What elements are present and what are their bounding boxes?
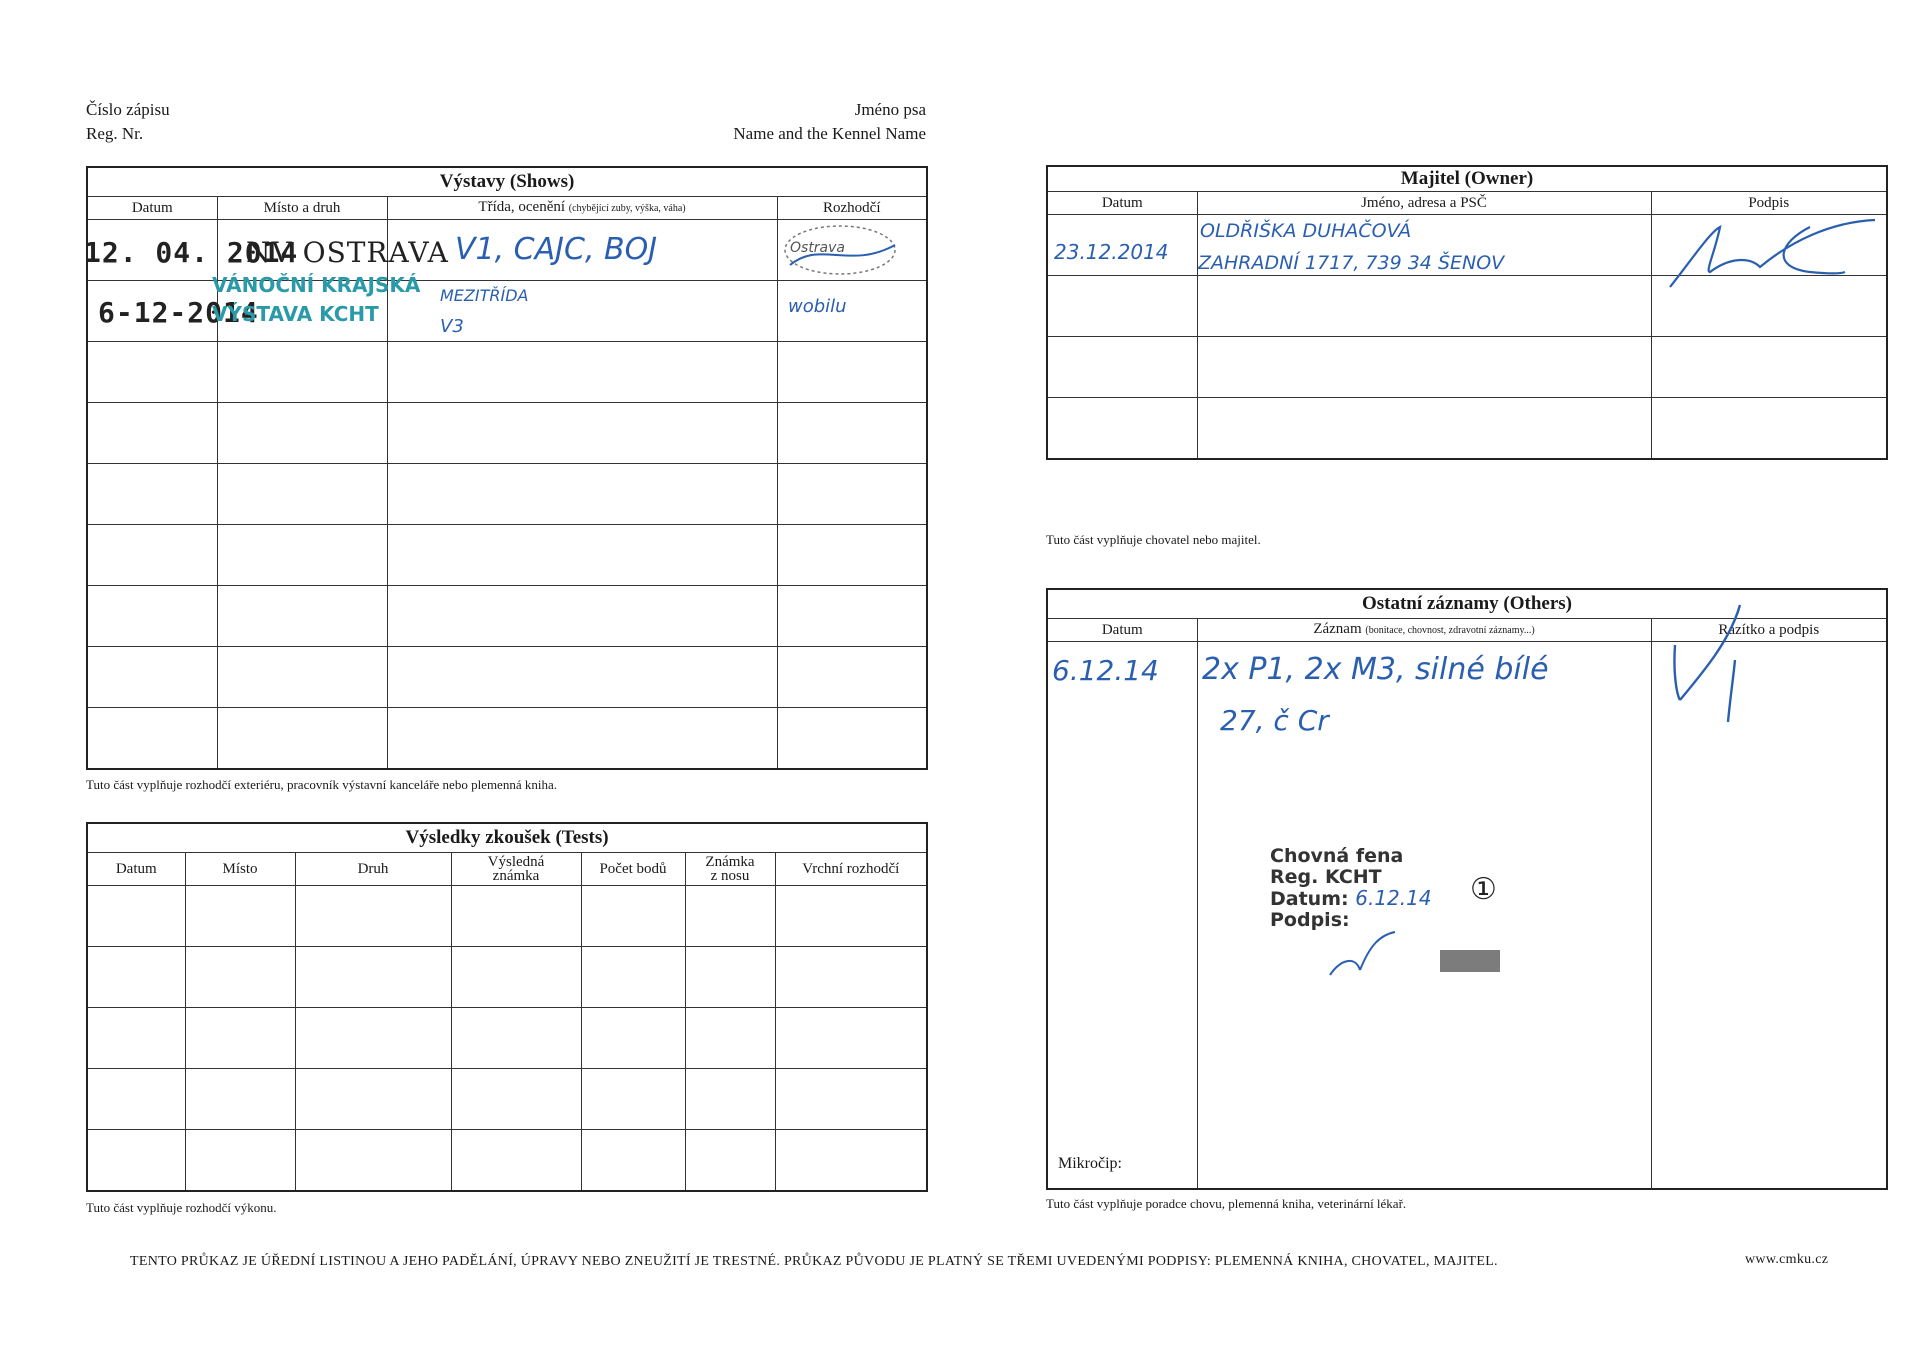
- shows-col-class: [387, 197, 777, 220]
- show-entry-2-date: 6-12-2014: [98, 296, 259, 329]
- shows-cell[interactable]: [387, 464, 777, 525]
- shows-cell[interactable]: [777, 342, 927, 403]
- tests-cell[interactable]: [451, 947, 581, 1008]
- shows-cell[interactable]: [777, 708, 927, 769]
- tests-cell[interactable]: [87, 1069, 185, 1130]
- show-entry-2-judge: wobilu: [788, 296, 847, 317]
- tests-col-result-1: Výsledná: [487, 854, 545, 870]
- others-date-cell[interactable]: [1047, 642, 1197, 1190]
- others-entry-date: 6.12.14: [1052, 654, 1159, 687]
- breeding-stamp-line1: Chovná fena: [1270, 845, 1404, 867]
- breeding-stamp-number: ①: [1470, 872, 1497, 907]
- tests-col-type: Druh: [295, 853, 451, 886]
- shows-col-date: Datum: [87, 197, 217, 220]
- owner-col-name: Jméno, adresa a PSČ: [1197, 192, 1651, 215]
- shows-col-judge: Rozhodčí: [777, 197, 927, 220]
- tests-cell[interactable]: [581, 1069, 685, 1130]
- tests-col-nose-2: z nosu: [710, 868, 750, 884]
- others-col-stamp: Razítko a podpis: [1651, 619, 1887, 642]
- tests-title: Výsledky zkoušek (Tests): [87, 823, 927, 853]
- tests-cell[interactable]: [685, 886, 775, 947]
- tests-col-nose: [685, 853, 775, 886]
- tests-note: Tuto část vyplňuje rozhodčí výkonu.: [86, 1200, 277, 1215]
- tests-cell[interactable]: [295, 947, 451, 1008]
- shows-note: Tuto část vyplňuje rozhodčí exteriéru, pracovník výstavní kanceláře nebo plemenná kniha.: [86, 777, 557, 792]
- tests-cell[interactable]: [451, 1008, 581, 1069]
- show-entry-2-place-line2: VÝSTAVA KCHT: [212, 302, 379, 326]
- reg-number-label-cz: Číslo zápisu: [86, 100, 170, 119]
- tests-cell[interactable]: [87, 886, 185, 947]
- tests-cell[interactable]: [685, 1069, 775, 1130]
- owner-cell[interactable]: [1197, 398, 1651, 459]
- owner-entry-date: 23.12.2014: [1054, 240, 1169, 264]
- tests-col-judge: Vrchní rozhodčí: [775, 853, 927, 886]
- tests-cell[interactable]: [295, 1069, 451, 1130]
- shows-cell[interactable]: [87, 708, 217, 769]
- tests-col-result: [451, 853, 581, 886]
- owner-cell[interactable]: [1047, 276, 1197, 337]
- tests-col-points: Počet bodů: [581, 853, 685, 886]
- shows-cell[interactable]: [777, 464, 927, 525]
- owner-cell[interactable]: [1047, 398, 1197, 459]
- others-title: Ostatní záznamy (Others): [1047, 589, 1887, 619]
- shows-cell[interactable]: [777, 586, 927, 647]
- show-entry-2-class-line1: MEZITŘÍDA: [440, 286, 529, 305]
- tests-cell[interactable]: [451, 1069, 581, 1130]
- show-entry-1-class: V1, CAJC, BOJ: [455, 232, 658, 267]
- owner-cell[interactable]: [1651, 337, 1887, 398]
- tests-cell[interactable]: [185, 1069, 295, 1130]
- shows-cell[interactable]: [87, 342, 217, 403]
- shows-cell[interactable]: [87, 586, 217, 647]
- tests-cell[interactable]: [581, 886, 685, 947]
- shows-cell[interactable]: [777, 647, 927, 708]
- shows-cell[interactable]: [777, 525, 927, 586]
- footer-url[interactable]: www.cmku.cz: [1745, 1252, 1829, 1267]
- tests-cell[interactable]: [295, 1130, 451, 1191]
- others-col-record-small: (bonitace, chovnost, zdravotní záznamy...): [1365, 625, 1535, 636]
- others-entry-line1: 2x P1, 2x M3, silné bílé: [1202, 652, 1549, 687]
- shows-cell[interactable]: [387, 525, 777, 586]
- breeding-stamp-line3: [1270, 888, 1432, 910]
- tests-cell[interactable]: [775, 1130, 927, 1191]
- others-col-date: Datum: [1047, 619, 1197, 642]
- owner-cell[interactable]: [1047, 337, 1197, 398]
- tests-cell[interactable]: [685, 947, 775, 1008]
- show-entry-1-judge: Ostrava: [790, 240, 846, 256]
- owner-cell[interactable]: [1651, 398, 1887, 459]
- shows-cell[interactable]: [217, 342, 387, 403]
- tests-cell[interactable]: [295, 886, 451, 947]
- breeding-stamp-line2: Reg. KCHT: [1270, 866, 1382, 888]
- tests-cell[interactable]: [451, 1130, 581, 1191]
- tests-cell[interactable]: [775, 1008, 927, 1069]
- breeding-stamp-date-value: 6.12.14: [1355, 886, 1432, 910]
- tests-cell[interactable]: [775, 886, 927, 947]
- shows-cell[interactable]: [87, 647, 217, 708]
- owner-note: Tuto část vyplňuje chovatel nebo majitel.: [1046, 532, 1261, 547]
- tests-cell[interactable]: [185, 886, 295, 947]
- owner-cell[interactable]: [1197, 337, 1651, 398]
- tests-col-date: Datum: [87, 853, 185, 886]
- others-stamp-signature: [1665, 600, 1765, 730]
- tests-cell[interactable]: [451, 886, 581, 947]
- shows-col-place: Místo a druh: [217, 197, 387, 220]
- owner-col-sign: Podpis: [1651, 192, 1887, 215]
- others-entry-line2: 27, č Cr: [1220, 704, 1329, 737]
- judge-stamp-1: [780, 220, 910, 280]
- dog-name-label-cz: Jméno psa: [854, 100, 926, 119]
- tests-col-nose-1: Známka: [705, 854, 755, 870]
- breeding-stamp-date-label: Datum:: [1270, 888, 1349, 910]
- shows-title: Výstavy (Shows): [87, 167, 927, 197]
- owner-entry-name-line2: ZAHRADNÍ 1717, 739 34 ŠENOV: [1198, 252, 1505, 274]
- shows-cell[interactable]: [217, 708, 387, 769]
- shows-cell[interactable]: [387, 586, 777, 647]
- shows-cell[interactable]: [87, 464, 217, 525]
- show-entry-2-class-line2: V3: [440, 316, 464, 337]
- tests-cell[interactable]: [185, 1130, 295, 1191]
- owner-title: Majitel (Owner): [1047, 166, 1887, 192]
- breeding-stamp: [1270, 846, 1432, 931]
- tests-cell[interactable]: [295, 1008, 451, 1069]
- microchip-label: Mikročip:: [1058, 1155, 1122, 1172]
- shows-cell[interactable]: [217, 647, 387, 708]
- others-note: Tuto část vyplňuje poradce chovu, plemenná kniha, veterinární lékař.: [1046, 1196, 1407, 1211]
- tests-cell[interactable]: [775, 947, 927, 1008]
- tests-cell[interactable]: [581, 1130, 685, 1191]
- shows-cell[interactable]: [217, 586, 387, 647]
- shows-cell[interactable]: [387, 342, 777, 403]
- reg-number-label-en: Reg. Nr.: [86, 124, 144, 143]
- shows-cell[interactable]: [217, 525, 387, 586]
- tests-col-place: Místo: [185, 853, 295, 886]
- tests-cell[interactable]: [581, 947, 685, 1008]
- dog-name-label-en: Name and the Kennel Name: [733, 124, 926, 143]
- breeding-stamp-signature: [1320, 930, 1510, 990]
- show-entry-1-date: 12. 04. 2014: [84, 236, 299, 269]
- tests-cell[interactable]: [685, 1008, 775, 1069]
- tests-col-result-2: známka: [492, 868, 540, 884]
- footer-legal-text: TENTO PRŮKAZ JE ÚŘEDNÍ LISTINOU A JEHO PADĚLÁNÍ, ÚPRAVY NEBO ZNEUŽITÍ JE TRESTNÉ. PRŮKAZ PŮVODU JE PLATNÝ SE TŘEMI UVEDENÝMI PODPISY: PLEMENNÁ KNIHA, CHOVATEL, MAJITEL.: [130, 1254, 1498, 1269]
- show-entry-1-place: NV OSTRAVA: [246, 236, 449, 269]
- breeding-stamp-line4: Podpis:: [1270, 909, 1350, 931]
- owner-table: [1046, 165, 1888, 460]
- tests-cell[interactable]: [685, 1130, 775, 1191]
- shows-cell[interactable]: [87, 403, 217, 464]
- show-entry-2-place-line1: VÁNOČNÍ KRAJSKÁ: [212, 273, 421, 297]
- tests-cell[interactable]: [185, 947, 295, 1008]
- shows-cell[interactable]: [217, 464, 387, 525]
- tests-cell[interactable]: [185, 1008, 295, 1069]
- tests-cell[interactable]: [87, 1008, 185, 1069]
- others-col-record-main: Záznam: [1313, 621, 1362, 637]
- shows-cell[interactable]: [87, 525, 217, 586]
- shows-cell[interactable]: [777, 403, 927, 464]
- shows-col-class-small: (chybějící zuby, výška, váha): [568, 203, 686, 214]
- shows-cell[interactable]: [387, 403, 777, 464]
- tests-cell[interactable]: [775, 1069, 927, 1130]
- owner-entry-name-line1: OLDŘIŠKA DUHAČOVÁ: [1200, 220, 1412, 242]
- tests-cell[interactable]: [87, 1130, 185, 1191]
- others-col-record: [1197, 619, 1651, 642]
- shows-cell[interactable]: [387, 708, 777, 769]
- tests-cell[interactable]: [581, 1008, 685, 1069]
- shows-cell[interactable]: [217, 403, 387, 464]
- owner-signature: [1660, 212, 1880, 292]
- owner-cell[interactable]: [1197, 276, 1651, 337]
- owner-col-date: Datum: [1047, 192, 1197, 215]
- tests-table: [86, 822, 928, 1192]
- shows-cell[interactable]: [387, 647, 777, 708]
- tests-cell[interactable]: [87, 947, 185, 1008]
- shows-col-class-main: Třída, ocenění: [478, 199, 566, 215]
